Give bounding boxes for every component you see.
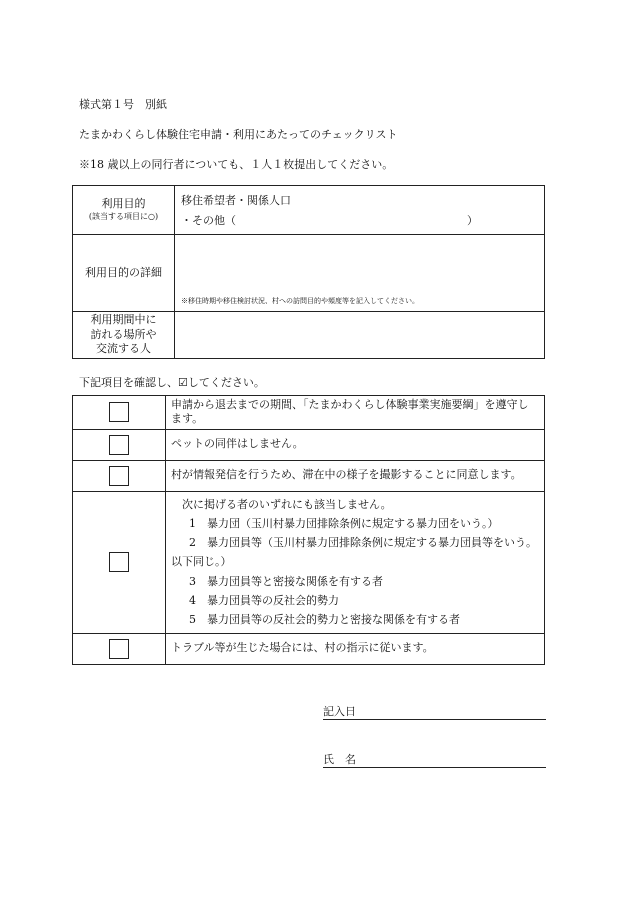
checklist-table xyxy=(72,395,545,665)
item4-sub-4: 4 暴力団員等の反社会的勢力 xyxy=(189,593,339,607)
checkbox-cell xyxy=(73,633,166,664)
places-input-cell[interactable] xyxy=(175,312,545,359)
checkbox-3[interactable] xyxy=(109,466,129,486)
submission-note: ※18 歳以上の同行者についても、１人１枚提出してください。 xyxy=(79,158,394,171)
purpose-label: 利用目的 xyxy=(101,197,146,211)
places-label-line2: 訪れる場所や xyxy=(90,327,157,341)
purpose-value-cell[interactable] xyxy=(175,186,545,235)
checkbox-cell xyxy=(73,491,166,633)
checklist-item-5: トラブル等が生じた場合には、村の指示に従います。 xyxy=(166,633,545,664)
checklist-item-4 xyxy=(166,491,545,633)
item4-sub-1: 1 暴力団（玉川村暴力団排除条例に規定する暴力団をいう。） xyxy=(189,516,499,530)
places-label-cell xyxy=(73,312,175,359)
date-field[interactable] xyxy=(323,703,546,720)
checklist-item-1: 申請から退去までの期間、「たまかわくらし体験事業実施要綱」を遵守します。 xyxy=(166,396,545,430)
confirm-instruction: 下記項目を確認し、☑してください。 xyxy=(79,376,265,389)
places-label-line3: 交流する人 xyxy=(96,342,151,356)
purpose-label-cell xyxy=(73,186,175,235)
checkbox-cell xyxy=(73,460,166,491)
item4-sub-3: 3 暴力団員等と密接な関係を有する者 xyxy=(189,574,383,588)
item4-sub-5: 5 暴力団員等の反社会的勢力と密接な関係を有する者 xyxy=(189,613,460,627)
detail-note: ※移住時期や移住検討状況、村への訪問目的や頻度等を記入してください。 xyxy=(181,297,419,305)
purpose-option-other[interactable]: ・その他（ ） xyxy=(181,214,478,227)
checkbox-5[interactable] xyxy=(109,639,129,659)
checklist-item-3: 村が情報発信を行うため、滞在中の様子を撮影することに同意します。 xyxy=(166,460,545,491)
name-field[interactable] xyxy=(323,751,546,768)
checklist-item-2: ペットの同伴はしません。 xyxy=(166,429,545,460)
date-label: 記入日 xyxy=(323,705,356,718)
page-title: たまかわくらし体験住宅申請・利用にあたってのチェックリスト xyxy=(79,128,398,141)
purpose-table xyxy=(72,185,545,359)
detail-label: 利用目的の詳細 xyxy=(73,235,175,312)
purpose-sublabel: (該当する項目に○) xyxy=(88,212,159,222)
purpose-option-migration[interactable]: 移住希望者・関係人口 xyxy=(181,194,291,207)
checkbox-cell xyxy=(73,429,166,460)
item4-sub-2: 2 暴力団員等（玉川村暴力団排除条例に規定する暴力団員等をいう。以下同じ。） xyxy=(171,536,537,569)
places-label-line1: 利用期間中に xyxy=(90,312,157,326)
checkbox-2[interactable] xyxy=(109,435,129,455)
checkbox-1[interactable] xyxy=(109,402,129,422)
form-number: 様式第１号 別紙 xyxy=(79,98,167,111)
name-label: 氏 名 xyxy=(323,753,356,766)
checkbox-4[interactable] xyxy=(109,552,129,572)
item4-intro: 次に掲げる者のいずれにも該当しません。 xyxy=(182,497,392,511)
checkbox-cell xyxy=(73,396,166,430)
detail-input-cell[interactable] xyxy=(175,235,545,312)
